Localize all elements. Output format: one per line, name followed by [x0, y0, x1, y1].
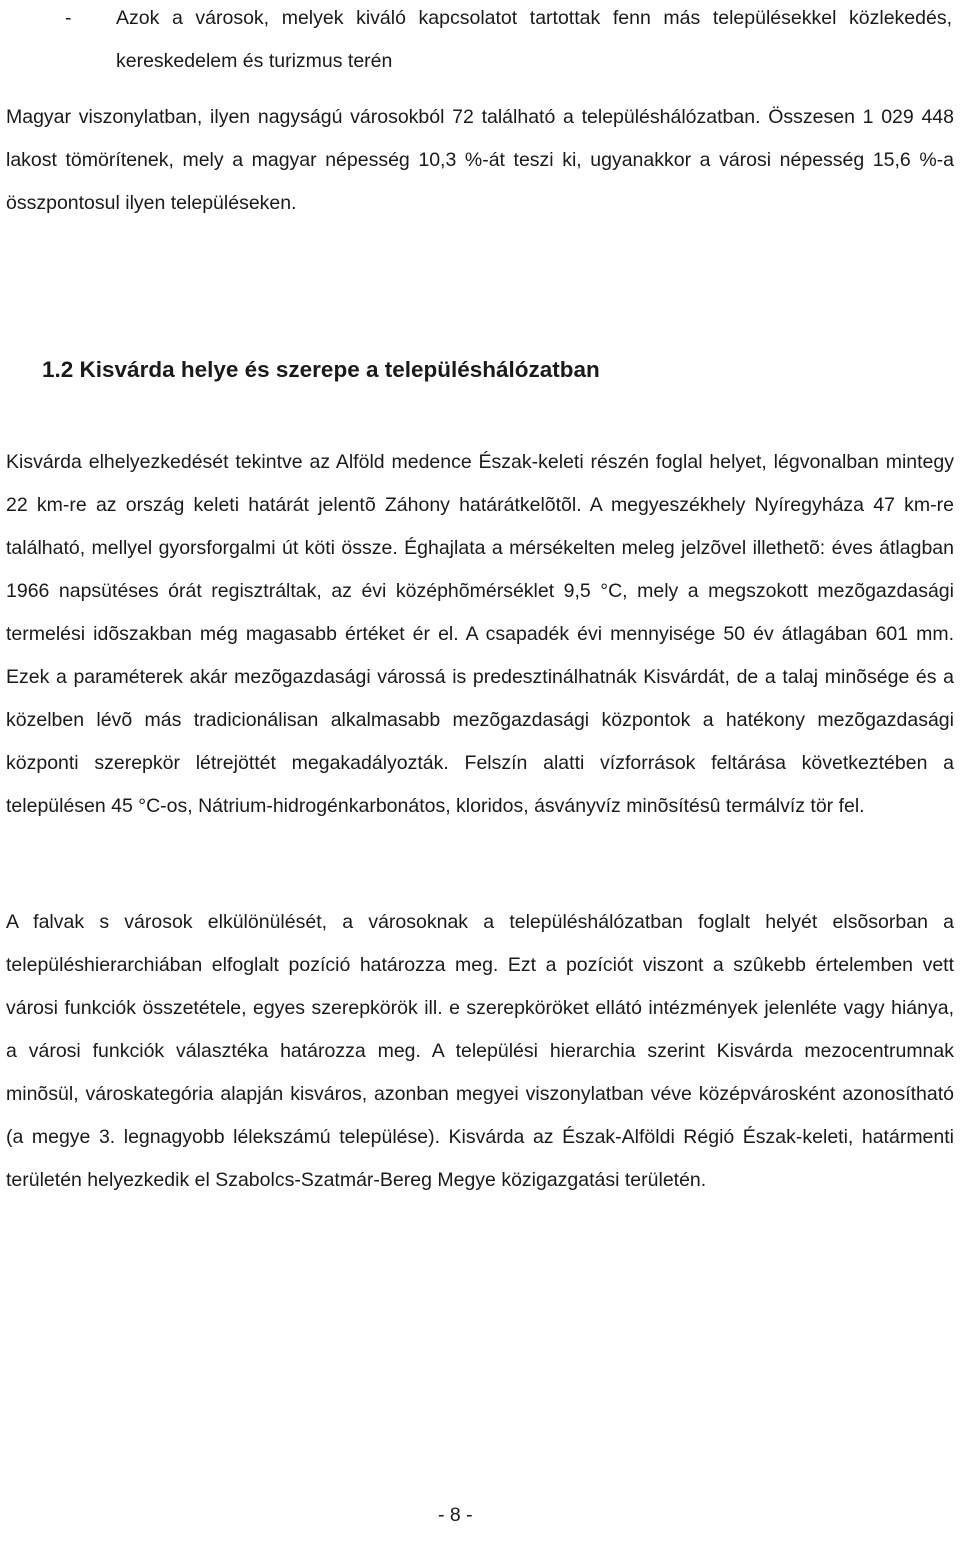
- paragraph-location-climate: Kisvárda elhelyezkedését tekintve az Alföld medence Észak-keleti részén foglal helyet, légvonalban mintegy 22 km-re az ország keleti határát jelentõ Záhony határátkelõtõl. A megyeszékhely Nyíregyháza 47 km-re található, mellyel gyorsforgalmi út köti össze. Éghajlata a mérsékelten meleg jelzõvel illethetõ: éves átlagban 1966 napsütéses órát regisztráltak, az évi középhõmérséklet 9,5 °C, mely a megszokott mezõgazdasági termelési idõszakban még magasabb értéket ér el. A csapadék évi mennyisége 50 év átlagában 601 mm. Ezek a paraméterek akár mezõgazdasági várossá is predesztinálhatnák Kisvárdát, de a talaj minõsége és a közelben lévõ más tradicionálisan alkalmasabb mezõgazdasági központok a hatékony mezõgazdasági központi szerepkör létrejöttét megakadályozták. Felszín alatti vízforrások feltárása következtében a településen 45 °C-os, Nátrium-hidrogénkarbonátos, kloridos, ásványvíz minõsítésû termálvíz tör fel.: [6, 451, 954, 817]
- bullet-dash: -: [65, 7, 72, 29]
- paragraph-cities-statistics: Magyar viszonylatban, ilyen nagyságú városokból 72 található a településhálózatban. Összesen 1 029 448 lakost tömörítenek, mely a magyar népesség 10,3 %-át teszi ki, ugyanakkor a városi népesség 15,6 %-a összpontosul ilyen településeken.: [6, 106, 954, 214]
- paragraph-settlement-hierarchy: A falvak s városok elkülönülését, a városoknak a településhálózatban foglalt helyét elsõsorban a településhierarchiában elfoglalt pozíció határozza meg. Ezt a pozíciót viszont a szûkebb értelemben vett városi funkciók összetétele, egyes szerepkörök ill. e szerepköröket ellátó intézmények jelenléte vagy hiánya, a városi funkciók választéka határozza meg. A települési hierarchia szerint Kisvárda mezocentrumnak minõsül, városkategória alapján kisváros, azonban megyei viszonylatban véve középvárosként azonosítható (a megye 3. legnagyobb lélekszámú települése). Kisvárda az Észak-Alföldi Régió Észak-keleti, határmenti területén helyezkedik el Szabolcs-Szatmár-Bereg Megye közigazgatási területén.: [6, 911, 954, 1191]
- bullet-text: Azok a városok, melyek kiváló kapcsolatot tartottak fenn más településekkel közlekedés, kereskedelem és turizmus terén: [116, 7, 952, 72]
- page-number-text: - 8 -: [438, 1504, 473, 1526]
- section-heading: 1.2 Kisvárda helye és szerepe a településhálózatban: [42, 357, 600, 382]
